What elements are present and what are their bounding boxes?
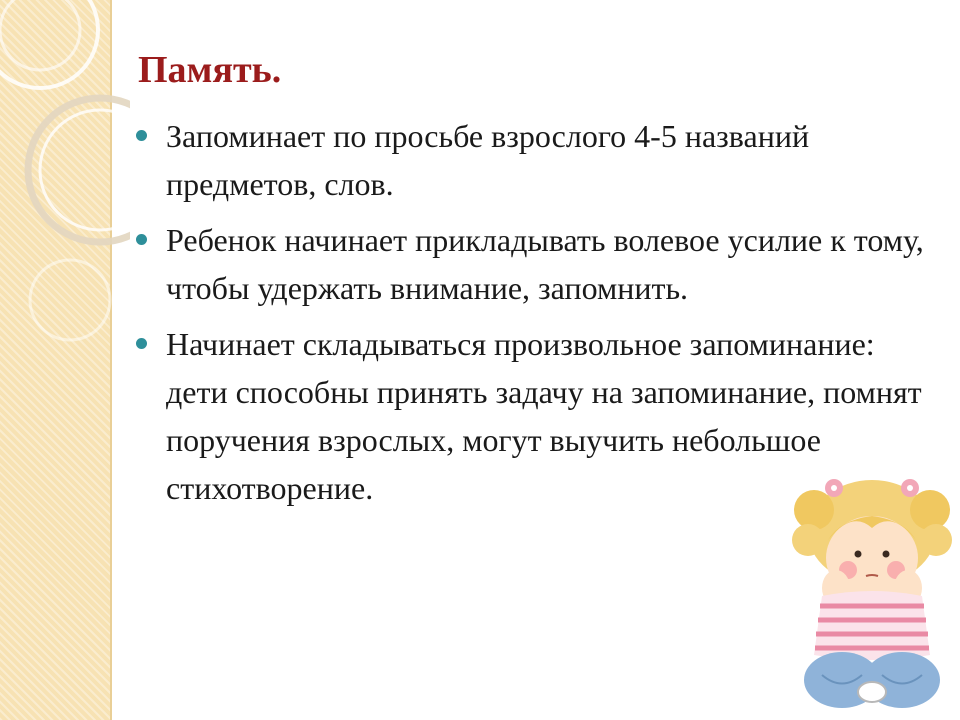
bullet-text: Начинает складываться произвольное запоминание: дети способны принять задачу на запоминание, помнят поручения взрослых, могут выучить небольшое стихотворение.	[166, 326, 922, 506]
bullet-text: Ребенок начинает прикладывать волевое усилие к тому, чтобы удержать внимание, запомнить.	[166, 222, 924, 306]
slide-title: Память.	[138, 49, 282, 91]
girl-clipart-icon	[792, 470, 952, 715]
bullet-item	[132, 112, 932, 208]
bullet-marker-icon	[136, 338, 147, 349]
bullet-marker-icon	[136, 234, 147, 245]
bullet-marker-icon	[136, 130, 147, 141]
bullet-item	[132, 216, 932, 312]
bullet-list	[132, 112, 932, 520]
bullet-text: Запоминает по просьбе взрослого 4-5 названий предметов, слов.	[166, 118, 810, 202]
rings-icon	[0, 0, 130, 360]
